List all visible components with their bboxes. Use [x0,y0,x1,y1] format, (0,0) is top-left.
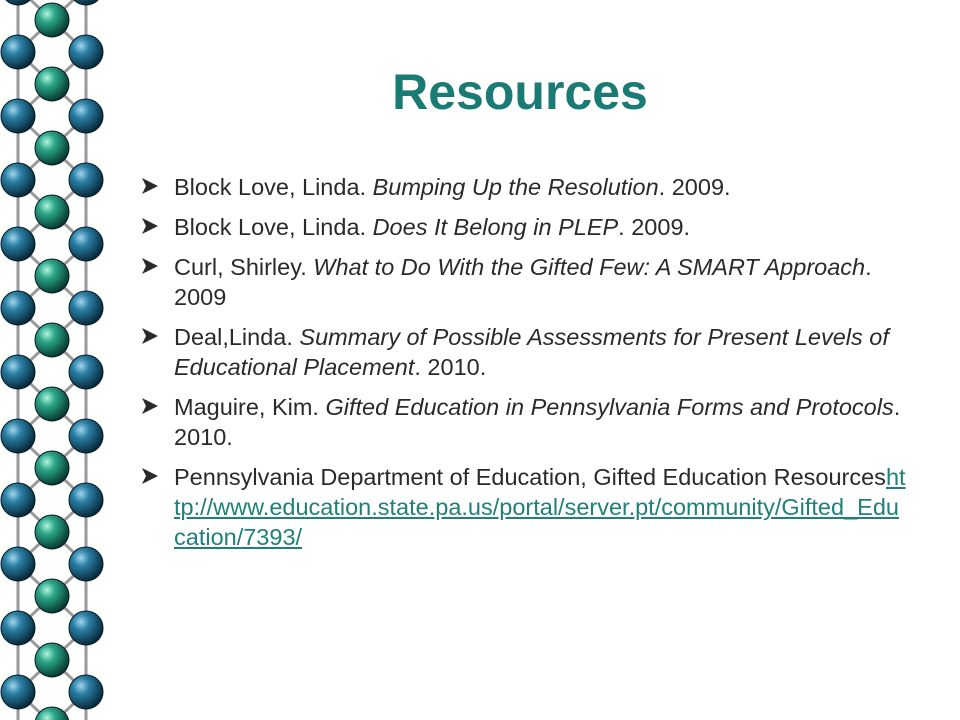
resource-list [140,172,910,562]
blue-bead [1,419,35,453]
blue-bead [69,355,103,389]
blue-bead [1,355,35,389]
arrow-bullet-icon [140,396,160,416]
list-item [140,462,910,552]
blue-bead [69,291,103,325]
blue-bead [1,547,35,581]
item-work: What to Do With the Gifted Few: A SMART Approach [313,254,866,280]
green-bead [35,323,69,357]
item-tail: . 2009. [658,174,731,200]
green-bead [35,195,69,229]
arrow-bullet-icon [140,466,160,486]
item-author: Maguire, Kim. [174,394,326,420]
blue-bead [69,227,103,261]
item-work: Does It Belong in PLEP [372,214,619,240]
blue-bead [1,0,35,5]
green-bead [35,515,69,549]
blue-bead [1,227,35,261]
green-bead [35,579,69,613]
blue-bead [1,675,35,709]
green-bead [35,707,69,720]
blue-bead [1,483,35,517]
item-work: Summary of Possible Assessments for Present Levels of Educational Placement [174,324,889,380]
item-work: Gifted Education in Pennsylvania Forms and Protocols [325,394,894,420]
item-author: Curl, Shirley. [174,254,314,280]
item-tail: . 2010. [174,394,901,450]
list-item [140,172,910,202]
item-tail: . 2010. [414,354,487,380]
list-item [140,212,910,242]
green-bead [35,643,69,677]
blue-bead [69,163,103,197]
blue-bead [1,291,35,325]
item-work: Bumping Up the Resolution [372,174,659,200]
slide-title: Resources [392,64,648,120]
blue-bead [69,0,103,5]
arrow-bullet-icon [140,216,160,236]
arrow-bullet-icon [140,176,160,196]
blue-bead [69,547,103,581]
arrow-bullet-icon [140,256,160,276]
arrow-bullet-icon [140,326,160,346]
item-author: Block Love, Linda. [174,214,373,240]
item-author: Pennsylvania Department of Education, Gifted Education Resources [174,464,886,490]
list-item [140,392,910,452]
blue-bead [69,483,103,517]
list-item [140,252,910,312]
list-item [140,322,910,382]
green-bead [35,451,69,485]
blue-bead [1,163,35,197]
item-tail: . 2009. [618,214,691,240]
green-bead [35,387,69,421]
blue-bead [69,611,103,645]
item-author: Deal,Linda. [174,324,300,350]
item-author: Block Love, Linda. [174,174,373,200]
item-tail: . 2009 [174,254,872,310]
blue-bead [69,675,103,709]
blue-bead [1,611,35,645]
green-bead [35,3,69,37]
green-bead [35,131,69,165]
blue-bead [69,419,103,453]
resource-link[interactable]: http://www.education.state.pa.us/portal/server.pt/community/Gifted_Education/7393/ [174,464,906,550]
green-bead [35,259,69,293]
